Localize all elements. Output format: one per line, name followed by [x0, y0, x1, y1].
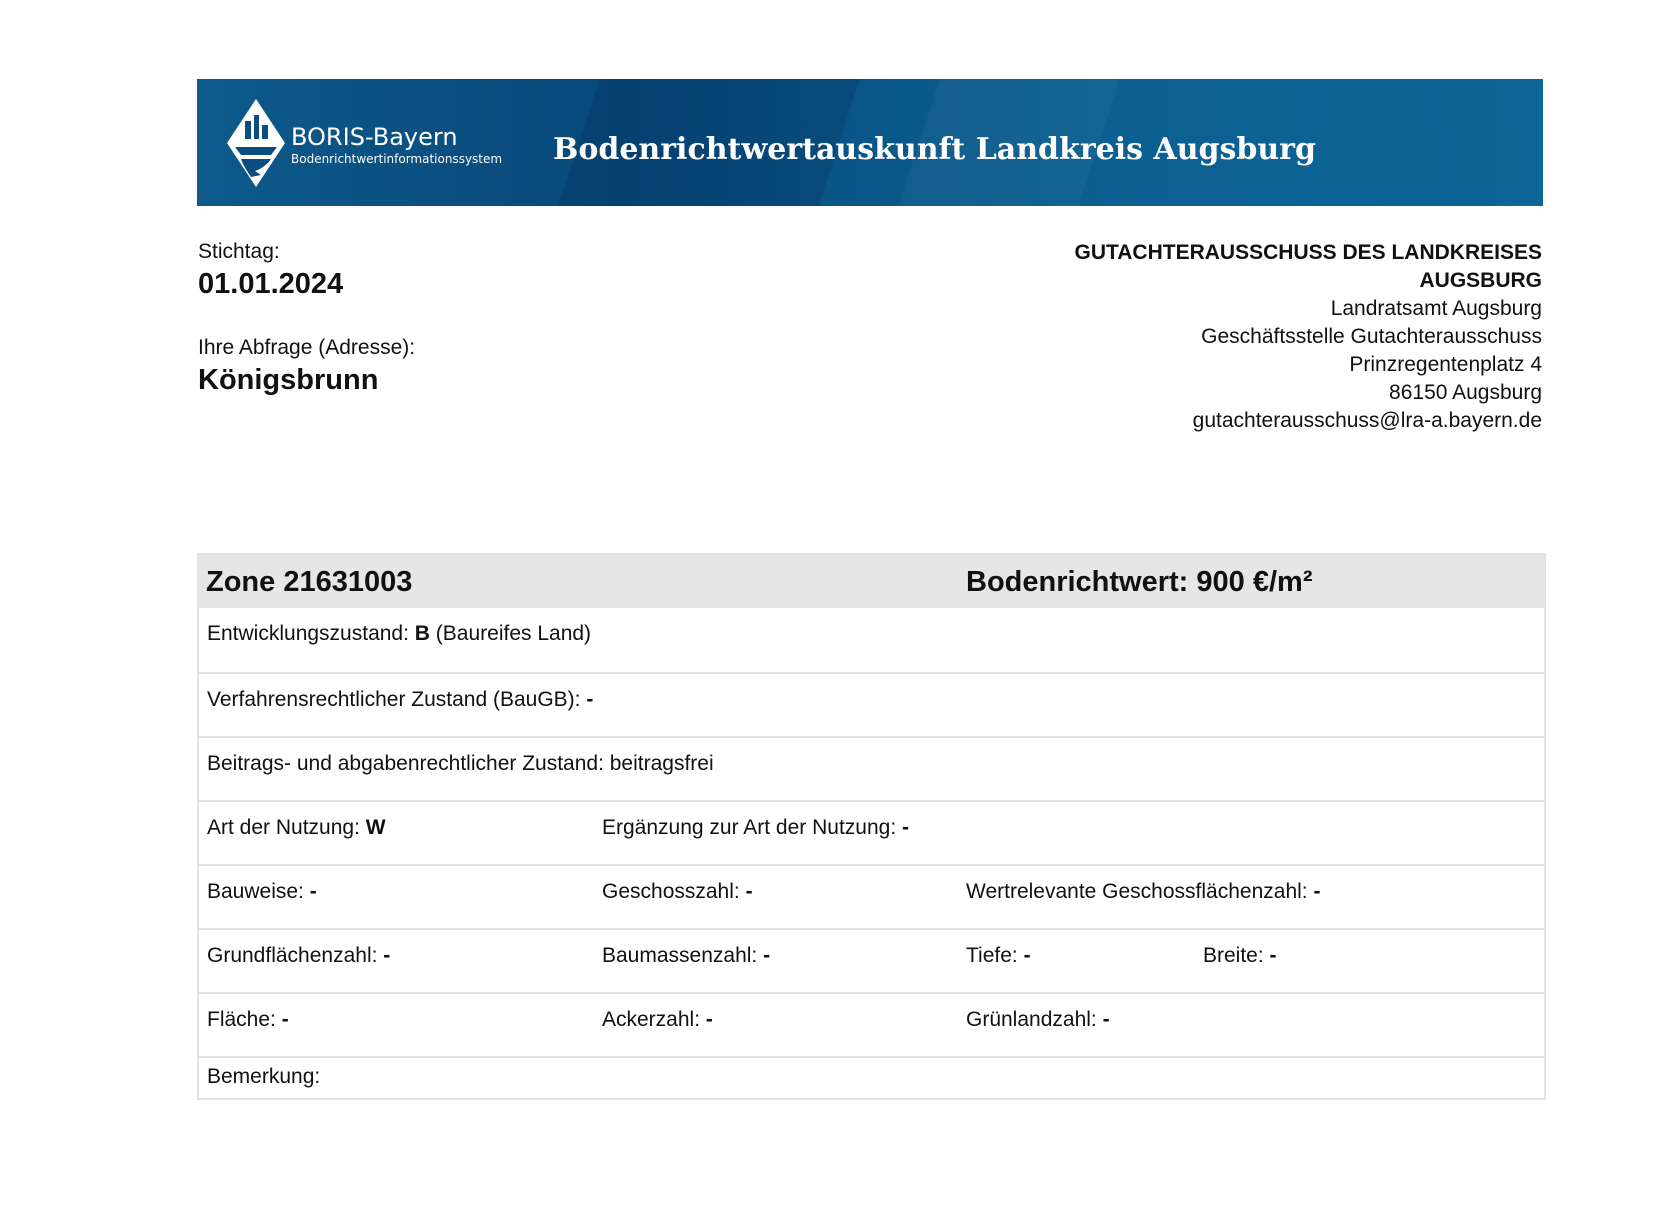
table-row [199, 608, 1544, 672]
baumassenzahl: Baumassenzahl: - [602, 944, 771, 967]
table-row [199, 992, 1544, 1056]
brand-name: BORIS-Bayern [291, 123, 458, 151]
ergaenzung-art-der-nutzung: Ergänzung zur Art der Nutzung: - [602, 816, 909, 839]
gruenlandzahl: Grünlandzahl: - [966, 1008, 1110, 1031]
bauweise: Bauweise: - [207, 880, 317, 903]
grundflaechenzahl: Grundflächenzahl: - [207, 944, 391, 967]
stichtag-label: Stichtag: [198, 240, 280, 263]
entwicklungszustand: Entwicklungszustand: B (Baureifes Land) [207, 622, 592, 645]
boris-diamond-logo-icon [227, 99, 285, 187]
address-line: Prinzregentenplatz 4 [1349, 353, 1542, 376]
wertrelevante-geschossflaechenzahl: Wertrelevante Geschossflächenzahl: - [966, 880, 1321, 903]
org-name-line1: GUTACHTERAUSSCHUSS DES LANDKREISES [1074, 241, 1542, 264]
table-header [199, 555, 1544, 608]
address-line: Geschäftsstelle Gutachterausschuss [1201, 325, 1542, 348]
stichtag-value: 01.01.2024 [198, 268, 344, 300]
bodenrichtwert-value: Bodenrichtwert: 900 €/m² [966, 566, 1313, 598]
committee-address [922, 239, 1542, 435]
abfrage-value: Königsbrunn [198, 364, 379, 396]
verfahrensrechtlicher-zustand: Verfahrensrechtlicher Zustand (BauGB): - [207, 688, 594, 711]
art-der-nutzung: Art der Nutzung: W [207, 816, 386, 839]
bemerkung: Bemerkung: [207, 1065, 321, 1088]
address-line: 86150 Augsburg [1389, 381, 1542, 404]
org-name-line2: AUGSBURG [1419, 269, 1542, 292]
flaeche: Fläche: - [207, 1008, 289, 1031]
table-row [199, 736, 1544, 800]
abfrage-label: Ihre Abfrage (Adresse): [198, 336, 416, 359]
ackerzahl: Ackerzahl: - [602, 1008, 713, 1031]
table-row [199, 928, 1544, 992]
header-banner [197, 79, 1543, 206]
breite: Breite: - [1203, 944, 1277, 967]
table-row [199, 864, 1544, 928]
table-row [199, 800, 1544, 864]
table-row [199, 672, 1544, 736]
email-link[interactable]: gutachterausschuss@lra-a.bayern.de [1192, 409, 1542, 432]
address-line: Landratsamt Augsburg [1330, 297, 1542, 320]
beitragsrechtlicher-zustand: Beitrags- und abgabenrechtlicher Zustand: beitragsfrei [207, 752, 714, 775]
tiefe: Tiefe: - [966, 944, 1031, 967]
page-title: Bodenrichtwertauskunft Landkreis Augsburg [553, 132, 1316, 167]
zone-title: Zone 21631003 [206, 566, 413, 598]
geschosszahl: Geschosszahl: - [602, 880, 753, 903]
bodenrichtwert-table [197, 553, 1546, 1100]
brand-subtitle: Bodenrichtwertinformationssystem [291, 152, 503, 166]
table-row [199, 1056, 1544, 1098]
